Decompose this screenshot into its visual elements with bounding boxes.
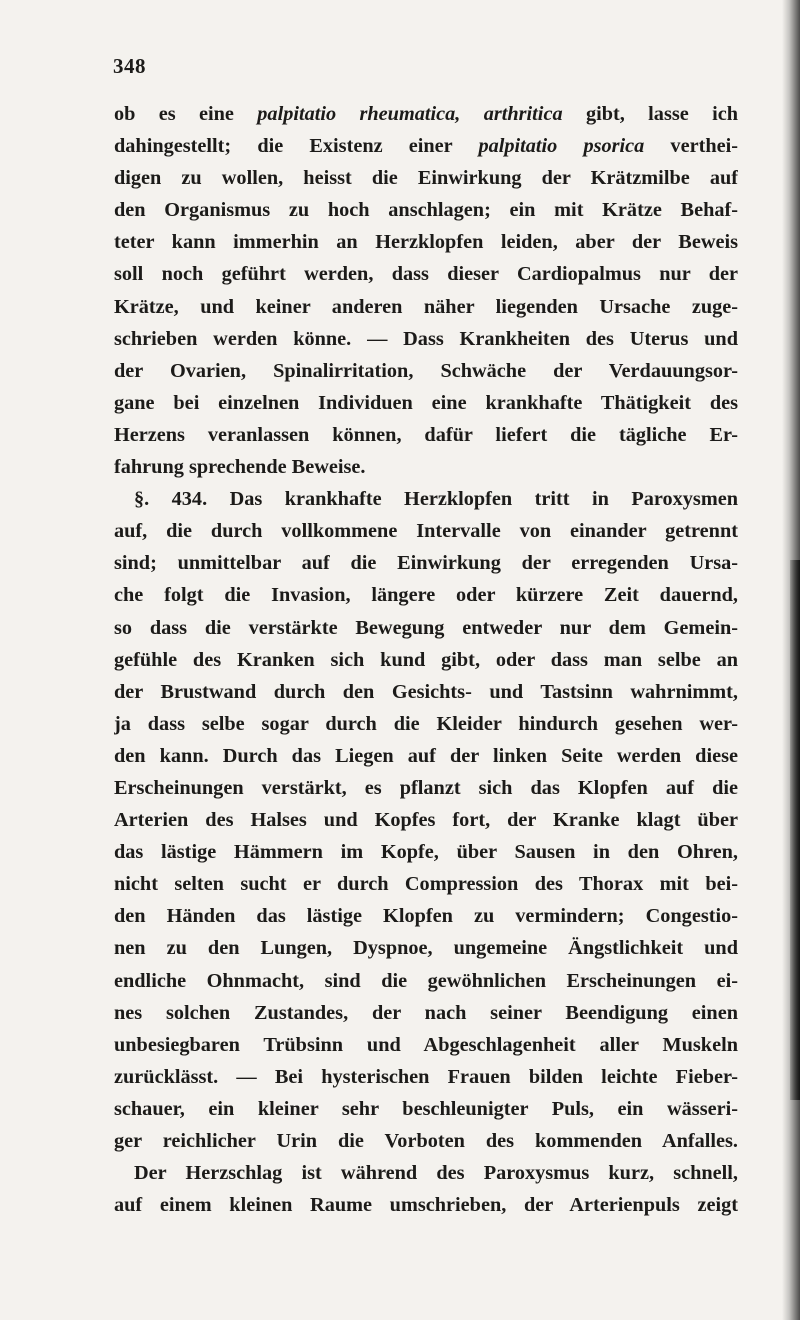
text-line bbox=[114, 258, 738, 290]
text-segment: so dass die verstärkte Bewegung entweder nur dem Gemein- bbox=[114, 616, 738, 639]
text-line bbox=[114, 868, 738, 900]
text-segment: dahingestellt; die Existenz einer bbox=[114, 135, 479, 158]
text-segment: das lästige Hämmern im Kopfe, über Sausen in den Ohren, bbox=[114, 841, 738, 864]
text-segment: ja dass selbe sogar durch die Kleider hindurch gesehen wer- bbox=[114, 712, 738, 735]
text-line bbox=[114, 772, 738, 804]
text-segment: den Organismus zu hoch anschlagen; ein mit Krätze Behaf- bbox=[114, 199, 738, 222]
text-segment: gane bei einzelnen Individuen eine krankhafte Thätigkeit des bbox=[114, 391, 738, 414]
text-segment: schauer, ein kleiner sehr beschleunigter Puls, ein wässeri- bbox=[114, 1097, 738, 1120]
page-number: 348 bbox=[113, 54, 146, 78]
text-line bbox=[114, 1061, 738, 1093]
text-segment: Arterien des Halses und Kopfes fort, der Kranke klagt über bbox=[114, 809, 738, 832]
text-line bbox=[114, 579, 738, 611]
text-segment: che folgt die Invasion, längere oder kürzere Zeit dauernd, bbox=[114, 584, 738, 607]
text-line bbox=[114, 194, 738, 226]
text-segment: den kann. Durch das Liegen auf der linken Seite werden diese bbox=[114, 744, 738, 767]
text-line bbox=[114, 676, 738, 708]
text-line bbox=[114, 130, 738, 162]
text-line bbox=[114, 226, 738, 258]
text-line bbox=[114, 355, 738, 387]
text-segment: den Händen das lästige Klopfen zu vermindern; Congestio- bbox=[114, 905, 738, 928]
text-line bbox=[114, 900, 738, 932]
text-line bbox=[114, 740, 738, 772]
text-segment: nes solchen Zustandes, der nach seiner Beendigung einen bbox=[114, 1001, 738, 1024]
text-segment: §. 434. Das krankhafte Herzklopfen tritt in Paroxysmen bbox=[134, 488, 738, 511]
text-line bbox=[114, 1157, 738, 1189]
text-line bbox=[114, 291, 738, 323]
text-segment: auf einem kleinen Raume umschrieben, der Arterienpuls zeigt bbox=[114, 1194, 738, 1217]
text-line bbox=[114, 804, 738, 836]
text-segment: nen zu den Lungen, Dyspnoe, ungemeine Ängstlichkeit und bbox=[114, 937, 738, 960]
text-line bbox=[114, 1189, 738, 1221]
text-line bbox=[114, 547, 738, 579]
italic-term: palpitatio psorica bbox=[478, 135, 645, 158]
text-line bbox=[114, 1093, 738, 1125]
text-segment: fahrung sprechende Beweise. bbox=[114, 456, 366, 479]
text-line bbox=[114, 162, 738, 194]
text-segment: soll noch geführt werden, dass dieser Cardiopalmus nur der bbox=[114, 263, 738, 286]
text-segment: Der Herzschlag ist während des Paroxysmus kurz, schnell, bbox=[134, 1162, 738, 1185]
text-segment: gibt, lasse ich bbox=[562, 103, 738, 125]
text-segment: ob es eine bbox=[114, 103, 258, 125]
text-segment: nicht selten sucht er durch Compression des Thorax mit bei- bbox=[114, 873, 738, 896]
text-line bbox=[114, 387, 738, 419]
text-segment: der Brustwand durch den Gesichts- und Tastsinn wahrnimmt, bbox=[114, 680, 738, 703]
text-line bbox=[114, 515, 738, 547]
text-line bbox=[114, 98, 738, 130]
text-segment: Krätze, und keiner anderen näher liegenden Ursache zuge- bbox=[114, 295, 738, 318]
text-segment: endliche Ohnmacht, sind die gewöhnlichen Erscheinungen ei- bbox=[114, 969, 738, 992]
text-segment: der Ovarien, Spinalirritation, Schwäche der Verdauungsor- bbox=[114, 359, 738, 382]
text-line bbox=[114, 644, 738, 676]
text-segment: auf, die durch vollkommene Intervalle von einander getrennt bbox=[114, 520, 738, 543]
text-line bbox=[114, 323, 738, 355]
text-line bbox=[114, 836, 738, 868]
page-edge-dark bbox=[790, 560, 800, 1100]
text-segment: Erscheinungen verstärkt, es pflanzt sich das Klopfen auf die bbox=[114, 776, 738, 799]
text-line bbox=[114, 708, 738, 740]
text-segment: schrieben werden könne. — Dass Krankheiten des Uterus und bbox=[114, 327, 738, 350]
text-line bbox=[114, 965, 738, 997]
text-segment: verthei- bbox=[644, 135, 738, 158]
body-text bbox=[114, 98, 738, 1221]
text-line bbox=[114, 612, 738, 644]
text-segment: Herzens veranlassen können, dafür liefert die tägliche Er- bbox=[114, 423, 738, 446]
text-segment: ger reichlicher Urin die Vorboten des kommenden Anfalles. bbox=[114, 1130, 738, 1152]
text-segment: digen zu wollen, heisst die Einwirkung der Krätzmilbe auf bbox=[114, 167, 738, 190]
text-segment: gefühle des Kranken sich kund gibt, oder dass man selbe an bbox=[114, 648, 738, 671]
text-line bbox=[114, 997, 738, 1029]
italic-term: palpitatio rheumatica, arthritica bbox=[257, 103, 563, 125]
text-line bbox=[114, 1125, 738, 1157]
text-segment: zurücklässt. — Bei hysterischen Frauen bilden leichte Fieber- bbox=[114, 1065, 738, 1088]
text-line bbox=[114, 419, 738, 451]
text-segment: teter kann immerhin an Herzklopfen leiden, aber der Beweis bbox=[114, 231, 738, 254]
text-line bbox=[114, 451, 738, 483]
text-line bbox=[114, 1029, 738, 1061]
text-line bbox=[114, 932, 738, 964]
text-segment: sind; unmittelbar auf die Einwirkung der erregenden Ursa- bbox=[114, 552, 738, 575]
text-segment: unbesiegbaren Trübsinn und Abgeschlagenheit aller Muskeln bbox=[114, 1033, 738, 1056]
text-line bbox=[114, 483, 738, 515]
